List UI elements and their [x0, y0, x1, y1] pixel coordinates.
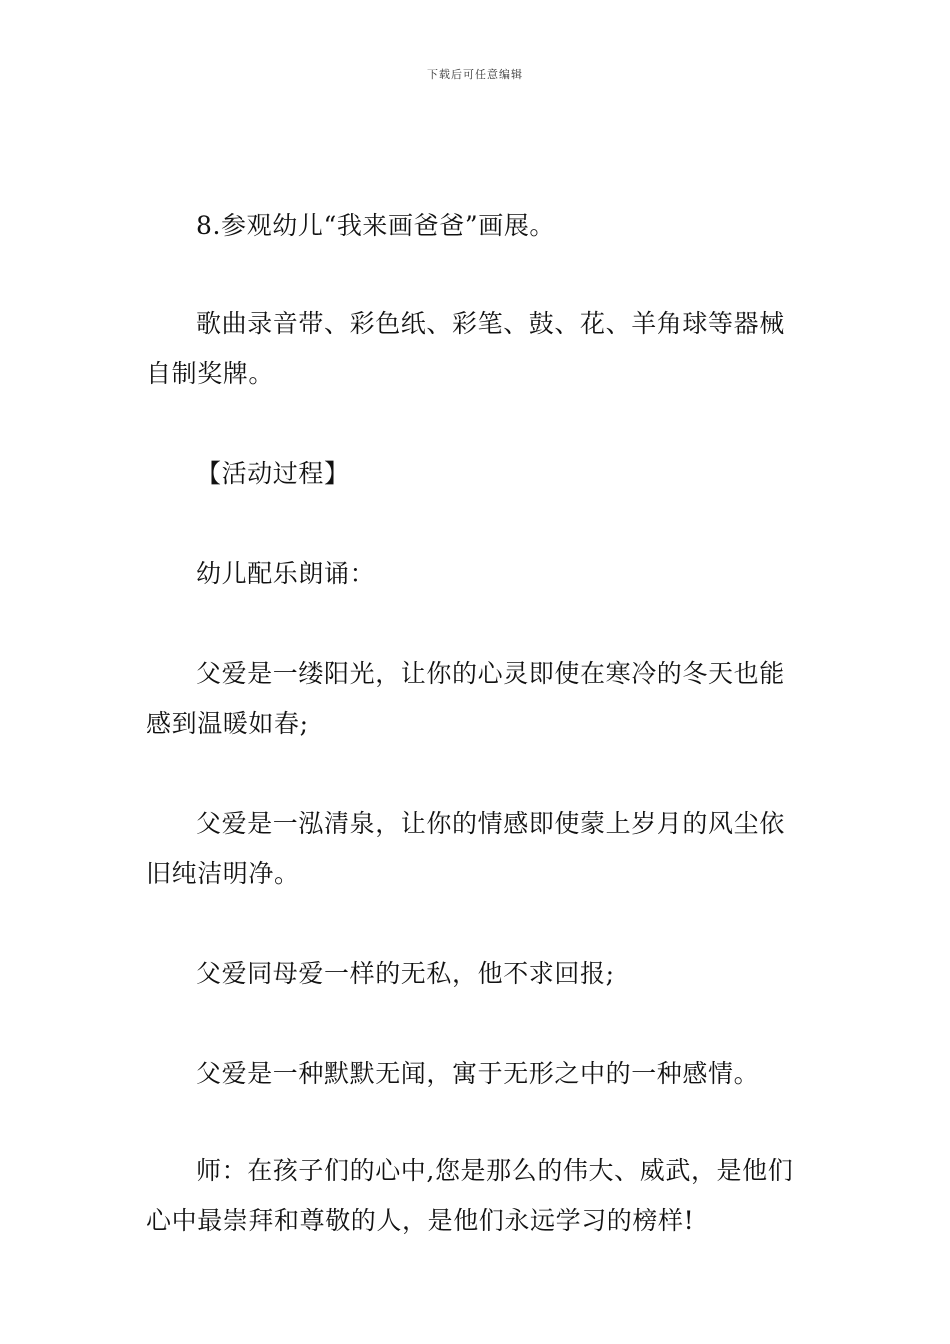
section-heading-activity-process: 【活动过程】: [196, 459, 350, 488]
paragraph-poem-line-3: 父爱同母爱一样的无私，他不求回报;: [196, 959, 615, 988]
page-header: 下载后可任意编辑: [427, 68, 523, 81]
paragraph-item-8: 8.参观幼儿“我来画爸爸”画展。: [196, 211, 556, 240]
paragraph-poem-line-4: 父爱是一种默默无闻，寓于无形之中的一种感情。: [196, 1059, 760, 1088]
paragraph-poem-line-1: 父爱是一缕阳光，让你的心灵即使在寒冷的冬天也能感到温暖如春;: [146, 659, 785, 738]
paragraph-recitation-intro: 幼儿配乐朗诵：: [196, 559, 376, 588]
paragraph-teacher-remark: 师：在孩子们的心中,您是那么的伟大、威武，是他们心中最崇拜和尊敬的人，是他们永远学习的榜样!: [146, 1156, 794, 1235]
paragraph-materials: 歌曲录音带、彩色纸、彩笔、鼓、花、羊角球等器械自制奖牌。: [146, 309, 785, 388]
paragraph-poem-line-2: 父爱是一泓清泉，让你的情感即使蒙上岁月的风尘依旧纯洁明净。: [146, 809, 785, 888]
